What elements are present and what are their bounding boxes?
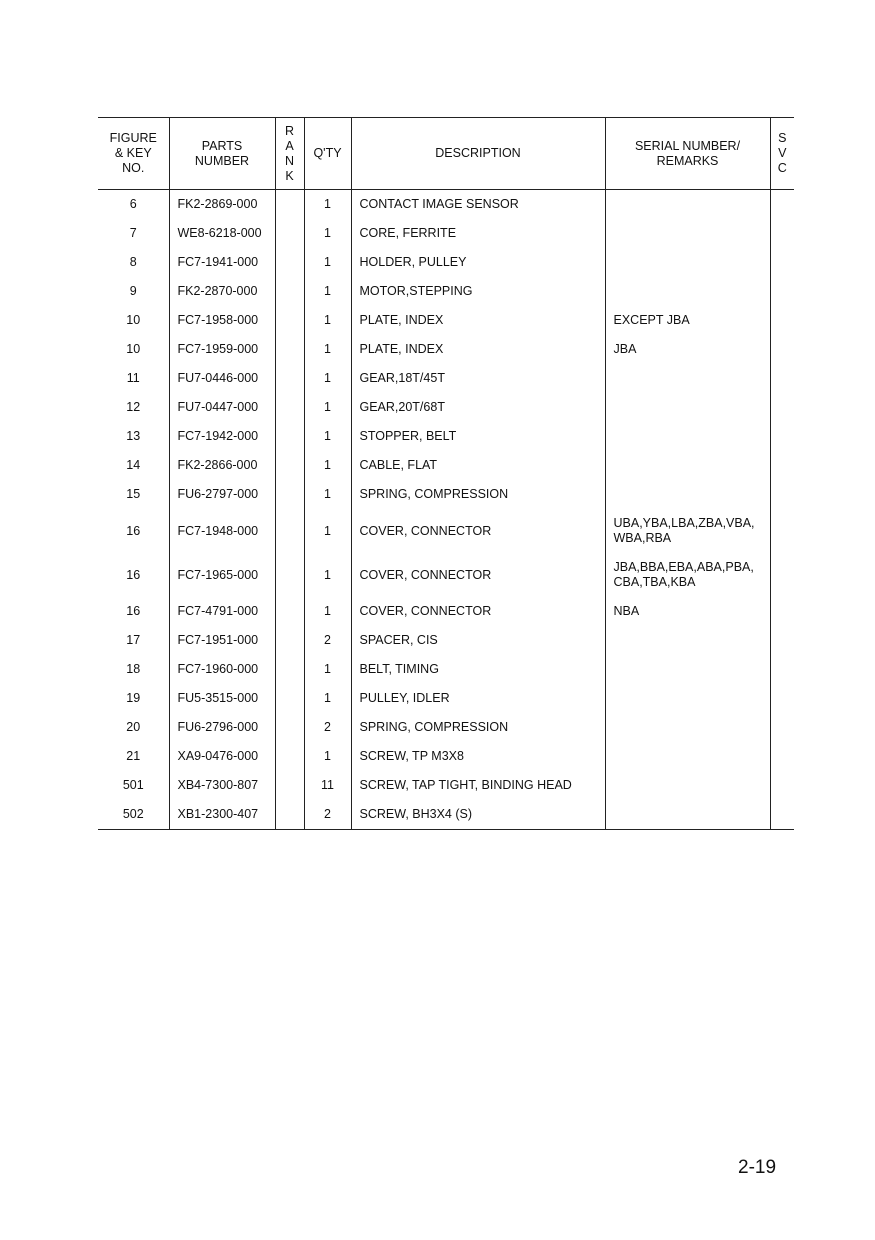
cell-description: SPACER, CIS: [351, 626, 605, 655]
cell-rank: [275, 713, 304, 742]
cell-svc: [770, 451, 794, 480]
cell-figure-key-no: 13: [126, 429, 141, 443]
cell-serial-number-remarks: [605, 480, 770, 509]
cell-qty: 2: [304, 713, 351, 742]
cell-description: PULLEY, IDLER: [351, 684, 605, 713]
cell-figure-key-no: 10: [126, 313, 141, 327]
cell-rank: [275, 422, 304, 451]
cell-parts-number: FK2-2866-000: [169, 451, 275, 480]
cell-parts-number: XA9-0476-000: [169, 742, 275, 771]
table-row: [98, 597, 794, 626]
cell-serial-number-remarks: [605, 771, 770, 800]
table-row: [98, 553, 794, 597]
cell-description: CORE, FERRITE: [351, 219, 605, 248]
cell-parts-number: FC7-1959-000: [169, 335, 275, 364]
cell-description: SCREW, BH3X4 (S): [351, 800, 605, 830]
cell-description: COVER, CONNECTOR: [351, 597, 605, 626]
cell-figure-key-no: 14: [126, 458, 141, 472]
cell-rank: [275, 742, 304, 771]
cell-serial-number-remarks: [605, 800, 770, 830]
cell-figure-key-no: 10: [126, 342, 141, 356]
page-number: 2-19: [738, 1157, 777, 1178]
table-row: [98, 626, 794, 655]
cell-parts-number: FU6-2797-000: [169, 480, 275, 509]
cell-rank: [275, 364, 304, 393]
cell-rank: [275, 335, 304, 364]
cell-rank: [275, 248, 304, 277]
table-row: [98, 684, 794, 713]
remarks-line: UBA,YBA,LBA,ZBA,VBA,: [613, 516, 755, 530]
cell-rank: [275, 306, 304, 335]
table-row: [98, 800, 794, 830]
cell-description: GEAR,20T/68T: [351, 393, 605, 422]
cell-qty: 1: [304, 335, 351, 364]
cell-figure-key-no: 501: [122, 778, 144, 792]
cell-rank: [275, 655, 304, 684]
cell-qty: 1: [304, 742, 351, 771]
cell-svc: [770, 393, 794, 422]
cell-qty: 1: [304, 422, 351, 451]
cell-description: CABLE, FLAT: [351, 451, 605, 480]
cell-parts-number: FC7-1965-000: [169, 553, 275, 597]
cell-qty: 1: [304, 684, 351, 713]
cell-figure-key-no: 16: [126, 567, 141, 582]
cell-svc: [770, 713, 794, 742]
cell-serial-number-remarks: [605, 306, 770, 335]
table-row: [98, 655, 794, 684]
table-row: [98, 364, 794, 393]
cell-rank: [275, 626, 304, 655]
cell-description: CONTACT IMAGE SENSOR: [351, 190, 605, 220]
cell-rank: [275, 393, 304, 422]
cell-svc: [770, 684, 794, 713]
cell-rank: [275, 509, 304, 553]
cell-serial-number-remarks: [605, 393, 770, 422]
cell-parts-number: FC7-1948-000: [169, 509, 275, 553]
cell-serial-number-remarks: [605, 219, 770, 248]
parts-list-table: [98, 117, 794, 830]
cell-serial-number-remarks: [605, 742, 770, 771]
cell-qty: 1: [304, 219, 351, 248]
header-serial-number-remarks: SERIAL NUMBER/ REMARKS: [605, 118, 770, 190]
cell-figure-key-no: 15: [126, 487, 141, 501]
cell-description: MOTOR,STEPPING: [351, 277, 605, 306]
cell-qty: 1: [304, 480, 351, 509]
cell-parts-number: FU5-3515-000: [169, 684, 275, 713]
cell-serial-number-remarks: [605, 597, 770, 626]
table-header-row: [98, 118, 794, 190]
table-row: [98, 306, 794, 335]
cell-serial-number-remarks: [605, 451, 770, 480]
cell-parts-number: FC7-4791-000: [169, 597, 275, 626]
cell-parts-number: FK2-2870-000: [169, 277, 275, 306]
header-svc: S V C: [770, 118, 794, 190]
table-row: [98, 335, 794, 364]
table-row: [98, 713, 794, 742]
cell-parts-number: XB1-2300-407: [169, 800, 275, 830]
cell-svc: [770, 248, 794, 277]
cell-rank: [275, 800, 304, 830]
cell-figure-key-no: 8: [129, 255, 137, 269]
cell-serial-number-remarks: [605, 277, 770, 306]
cell-rank: [275, 190, 304, 220]
cell-svc: [770, 626, 794, 655]
header-figure-key-no: FIGURE & KEY NO.: [98, 118, 169, 190]
cell-figure-key-no: 6: [129, 197, 137, 211]
cell-rank: [275, 277, 304, 306]
cell-serial-number-remarks: [605, 422, 770, 451]
cell-description: SCREW, TP M3X8: [351, 742, 605, 771]
table-row: [98, 422, 794, 451]
header-qty: Q'TY: [304, 118, 351, 190]
cell-svc: [770, 771, 794, 800]
remarks-line: JBA,BBA,EBA,ABA,PBA,: [613, 560, 754, 574]
cell-svc: [770, 335, 794, 364]
cell-description: SPRING, COMPRESSION: [351, 713, 605, 742]
cell-serial-number-remarks: [605, 684, 770, 713]
cell-qty: 1: [304, 364, 351, 393]
cell-rank: [275, 480, 304, 509]
cell-parts-number: FU6-2796-000: [169, 713, 275, 742]
table-row: [98, 190, 794, 220]
table-row: [98, 451, 794, 480]
cell-description: COVER, CONNECTOR: [351, 509, 605, 553]
header-description: DESCRIPTION: [351, 118, 605, 190]
cell-svc: [770, 364, 794, 393]
cell-svc: [770, 655, 794, 684]
table-row: [98, 742, 794, 771]
cell-description: GEAR,18T/45T: [351, 364, 605, 393]
cell-figure-key-no: 12: [126, 400, 141, 414]
header-parts-number: PARTS NUMBER: [169, 118, 275, 190]
table-row: [98, 393, 794, 422]
cell-qty: 1: [304, 248, 351, 277]
cell-figure-key-no: 11: [126, 371, 140, 385]
cell-svc: [770, 800, 794, 830]
cell-figure-key-no: 9: [129, 284, 137, 298]
cell-parts-number: FC7-1941-000: [169, 248, 275, 277]
cell-svc: [770, 480, 794, 509]
cell-serial-number-remarks: [605, 655, 770, 684]
table-row: [98, 219, 794, 248]
cell-rank: [275, 597, 304, 626]
cell-qty: 1: [304, 509, 351, 553]
cell-description: PLATE, INDEX: [351, 306, 605, 335]
cell-rank: [275, 771, 304, 800]
cell-qty: 1: [304, 306, 351, 335]
cell-parts-number: FC7-1951-000: [169, 626, 275, 655]
cell-parts-number: XB4-7300-807: [169, 771, 275, 800]
parts-table-body: [98, 190, 794, 830]
cell-svc: [770, 277, 794, 306]
cell-qty: 2: [304, 626, 351, 655]
table-row: [98, 771, 794, 800]
table-row: [98, 277, 794, 306]
cell-serial-number-remarks: [605, 190, 770, 220]
cell-rank: [275, 553, 304, 597]
cell-serial-number-remarks: [605, 713, 770, 742]
cell-figure-key-no: 20: [126, 720, 141, 734]
cell-svc: [770, 553, 794, 597]
cell-parts-number: FU7-0447-000: [169, 393, 275, 422]
cell-svc: [770, 422, 794, 451]
cell-figure-key-no: 502: [98, 800, 169, 830]
cell-parts-number: FC7-1942-000: [169, 422, 275, 451]
header-rank: R A N K: [275, 118, 304, 190]
cell-svc: [770, 219, 794, 248]
table-row: [98, 480, 794, 509]
cell-serial-number-remarks: [605, 626, 770, 655]
cell-qty: 1: [304, 190, 351, 220]
cell-serial-number-remarks: [605, 335, 770, 364]
cell-qty: 11: [304, 771, 351, 800]
cell-description: SPRING, COMPRESSION: [351, 480, 605, 509]
table-row: [98, 509, 794, 553]
cell-qty: 1: [304, 451, 351, 480]
cell-svc: [770, 509, 794, 553]
cell-svc: [770, 742, 794, 771]
cell-description: HOLDER, PULLEY: [351, 248, 605, 277]
cell-figure-key-no: 21: [126, 749, 141, 763]
cell-parts-number: FK2-2869-000: [169, 190, 275, 220]
cell-qty: 1: [304, 655, 351, 684]
cell-qty: 1: [304, 393, 351, 422]
cell-figure-key-no: 17: [126, 633, 141, 647]
cell-qty: 2: [304, 800, 351, 830]
cell-rank: [275, 219, 304, 248]
remarks-line: CBA,TBA,KBA: [613, 575, 696, 589]
cell-description: SCREW, TAP TIGHT, BINDING HEAD: [351, 771, 605, 800]
cell-svc: [770, 597, 794, 626]
cell-serial-number-remarks: [605, 248, 770, 277]
cell-parts-number: FU7-0446-000: [169, 364, 275, 393]
remarks-line: EXCEPT JBA: [613, 313, 690, 327]
cell-rank: [275, 684, 304, 713]
cell-svc: [770, 190, 794, 220]
cell-qty: 1: [304, 277, 351, 306]
cell-description: STOPPER, BELT: [351, 422, 605, 451]
cell-qty: 1: [304, 597, 351, 626]
cell-parts-number: FC7-1960-000: [169, 655, 275, 684]
cell-figure-key-no: 19: [126, 691, 141, 705]
remarks-line: JBA: [613, 342, 637, 356]
cell-qty: 1: [304, 553, 351, 597]
cell-figure-key-no: 18: [126, 662, 141, 676]
cell-description: BELT, TIMING: [351, 655, 605, 684]
cell-serial-number-remarks: [605, 509, 770, 553]
cell-parts-number: FC7-1958-000: [169, 306, 275, 335]
cell-description: COVER, CONNECTOR: [351, 553, 605, 597]
cell-figure-key-no: 16: [126, 604, 141, 618]
remarks-line: NBA: [613, 604, 640, 618]
cell-svc: [770, 306, 794, 335]
cell-rank: [275, 451, 304, 480]
cell-figure-key-no: 7: [129, 226, 137, 240]
cell-parts-number: WE8-6218-000: [169, 219, 275, 248]
remarks-line: WBA,RBA: [613, 531, 672, 545]
cell-description: PLATE, INDEX: [351, 335, 605, 364]
cell-serial-number-remarks: [605, 364, 770, 393]
cell-figure-key-no: 16: [126, 523, 141, 538]
cell-serial-number-remarks: [605, 553, 770, 597]
table-row: [98, 248, 794, 277]
